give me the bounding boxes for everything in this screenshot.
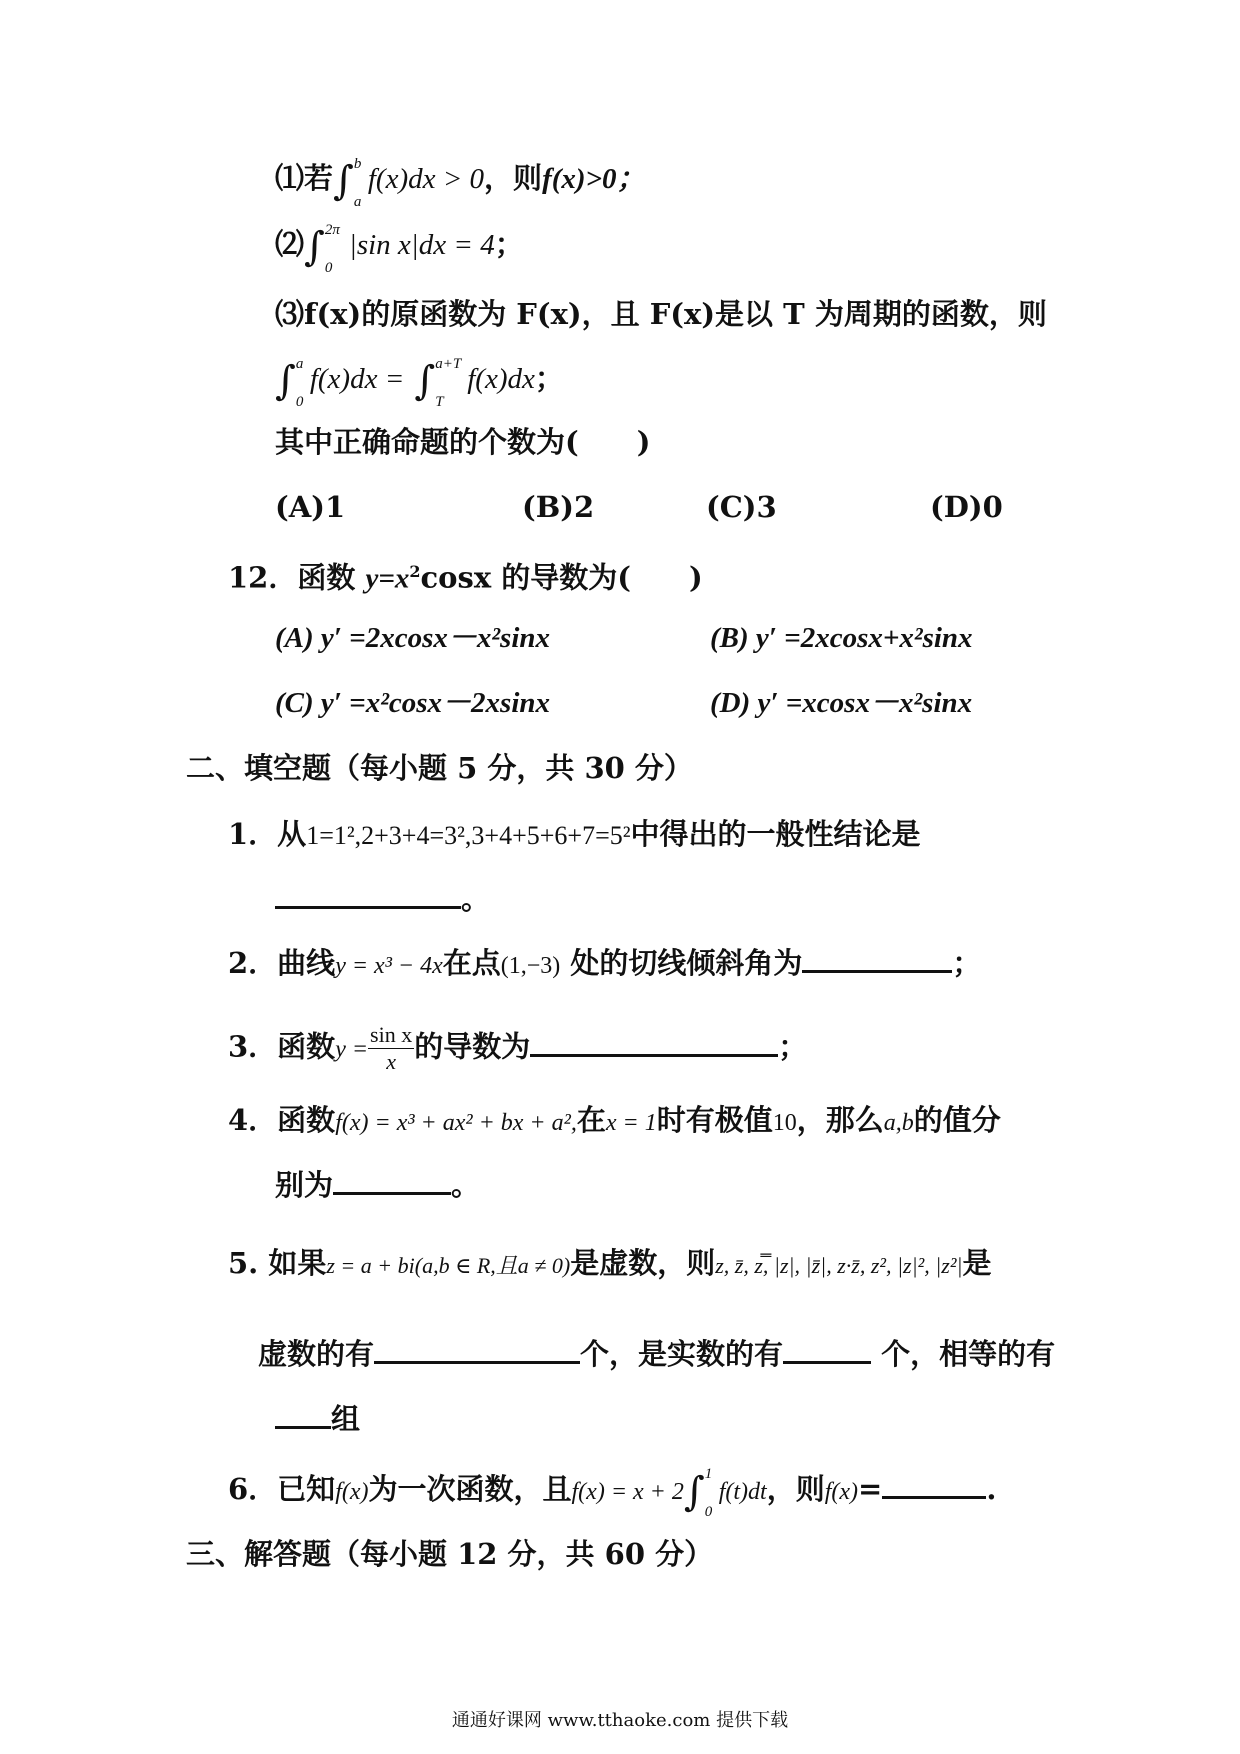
q12-option-c: (C) y′ =x²cosx－2xsinx [275, 687, 551, 719]
math-expr: z = a + bi(a,b ∈ R,且a ≠ 0) [326, 1253, 571, 1278]
math-expr: f(x) = x + 2 [571, 1479, 684, 1505]
math-expr: cosx [420, 560, 492, 595]
integral-sign: ∫ [683, 1469, 705, 1515]
text: 时有极值 [656, 1103, 773, 1137]
integral-sign: ∫ [304, 224, 325, 270]
upper-limit: 2π [324, 222, 340, 238]
q11-option-c: (C)3 [706, 490, 777, 524]
q12-option-d: (D) y′ =xcosx－x²sinx [710, 687, 973, 719]
integral-sign: ∫ [333, 158, 354, 204]
section3-title: 三、解答题（每小题 12 分，共 60 分） [186, 1537, 714, 1571]
fill-6 [228, 1466, 997, 1520]
math-expr: f(x)dx > 0 [367, 163, 485, 195]
text: 组 [331, 1402, 361, 1436]
text: 。 [461, 882, 491, 916]
text: 是虚数，则 [570, 1246, 716, 1280]
text: 2．曲线 [228, 946, 336, 980]
math-expr: f(x)>0； [542, 163, 646, 195]
text: 中得出的一般性结论是 [630, 817, 921, 851]
math-expr: f(x) [824, 1479, 859, 1505]
text: 4．函数 [228, 1103, 336, 1137]
answer-blank[interactable] [802, 944, 952, 973]
text: 12．函数 [228, 560, 366, 595]
q12-stem [228, 554, 703, 597]
integral-sign: ∫ [414, 358, 436, 404]
text: 虚数的有 [258, 1337, 375, 1371]
answer-blank[interactable] [783, 1335, 871, 1364]
lower-limit: a [353, 194, 362, 210]
fill-4 [228, 1102, 1001, 1141]
q11-question: 其中正确命题的个数为( ) [275, 425, 651, 459]
answer-blank[interactable] [275, 880, 461, 909]
lower-limit: T [435, 394, 444, 410]
text: 1．从 [228, 817, 307, 851]
footer-source: 通通好课网 www.tthaoke.com 提供下载 [451, 1710, 789, 1731]
lower-limit: 0 [295, 394, 304, 410]
answer-blank[interactable] [333, 1166, 451, 1195]
q11-proposition-2 [275, 222, 524, 276]
answer-blank[interactable] [275, 1400, 331, 1429]
math-expr: f(x)dx = [309, 363, 405, 395]
q11-option-a: (A)1 [275, 490, 346, 524]
integral-limits [353, 156, 368, 210]
math-expr: y=x [365, 562, 410, 595]
text: 是 [962, 1246, 992, 1280]
text: 的导数为 [414, 1029, 531, 1064]
text: 在 [576, 1103, 606, 1137]
math-expr: f(t)dt [718, 1479, 767, 1505]
math-expr: y = [335, 1036, 369, 1063]
upper-limit: a [295, 356, 304, 372]
math-expr: 10 [772, 1110, 797, 1136]
text: 6．已知 [228, 1472, 336, 1506]
numerator: sin x [370, 1022, 413, 1047]
fill-1 [228, 816, 921, 854]
denominator: x [386, 1049, 397, 1074]
math-expr: x = 1 [605, 1110, 657, 1136]
text: 个，相等的有 [871, 1337, 1056, 1371]
fraction [368, 1022, 414, 1075]
superscript: 2 [409, 562, 421, 581]
text: 。 [451, 1168, 481, 1202]
text: 的导数为( ) [491, 560, 703, 595]
answer-blank[interactable] [882, 1470, 986, 1499]
integral-sign: ∫ [275, 358, 296, 404]
fill-2 [228, 944, 981, 984]
text: 在点 [442, 946, 501, 980]
upper-limit: b [353, 156, 362, 172]
fill-5-line3 [275, 1400, 360, 1437]
q11-option-d: (D)0 [930, 490, 1003, 524]
integral-limits [324, 222, 349, 276]
text: 5. 如果 [228, 1246, 327, 1280]
answer-blank[interactable] [374, 1335, 580, 1364]
text: 别为 [275, 1168, 334, 1202]
fill-3 [228, 1022, 807, 1075]
text: ； [778, 1029, 808, 1064]
text: ，则 [484, 161, 543, 195]
math-expr: 1=1²,2+3+4=3²,3+4+5+6+7=5² [306, 821, 631, 850]
integral-limits [704, 1466, 719, 1520]
text: 个，是实数的有 [580, 1337, 784, 1371]
q12-option-a: (A) y′ =2xcosx－x²sinx [275, 622, 551, 654]
math-expr: f(x)dx [467, 363, 535, 395]
label: ⑴若 [275, 161, 334, 195]
fill-1-answer [275, 880, 490, 917]
text: ； [494, 227, 524, 261]
math-expr: y = x³ − 4x [335, 953, 443, 979]
fill-5 [228, 1245, 992, 1284]
math-expr: (1,−3) [500, 953, 561, 979]
text: ； [534, 361, 564, 395]
upper-limit: a+T [435, 356, 462, 372]
text: 的值分 [913, 1103, 1001, 1137]
fill-4-answer [275, 1166, 480, 1203]
lower-limit: 0 [324, 260, 333, 276]
q11-option-b: (B)2 [522, 490, 595, 524]
math-expr: f(x) [335, 1479, 369, 1505]
text: ； [952, 946, 982, 980]
section2-title: 二、填空题（每小题 5 分，共 30 分） [186, 751, 693, 785]
text: 3．函数 [228, 1029, 336, 1064]
answer-blank[interactable] [530, 1028, 778, 1057]
math-expr: |sin x|dx = 4 [348, 229, 495, 261]
q11-proposition-3: ⑶f(x)的原函数为 F(x)，且 F(x)是以 T 为周期的函数，则 [275, 297, 1047, 331]
q12-option-b: (B) y′ =2xcosx+x²sinx [710, 622, 973, 654]
label: ⑵ [275, 227, 305, 261]
q11-proposition-1 [275, 156, 646, 210]
math-expr: a,b [883, 1110, 914, 1136]
text: . [986, 1472, 997, 1506]
integral-limits [295, 356, 310, 410]
upper-limit: 1 [704, 1466, 713, 1482]
text: ，那么 [796, 1103, 884, 1137]
text: 为一次函数，且 [368, 1472, 572, 1506]
text: ，则 [766, 1472, 825, 1506]
fill-5-line2 [258, 1335, 1055, 1372]
q11-proposition-3-formula [275, 356, 564, 410]
lower-limit: 0 [704, 1504, 713, 1520]
text: 处的切线倾斜角为 [560, 946, 803, 980]
math-expr: z, z̄, z̿, |z|, |z̄|, z·z̄, z², |z|², |z²| [715, 1253, 963, 1278]
math-expr: f(x) = x³ + ax² + bx + a², [335, 1110, 577, 1136]
integral-limits [435, 356, 467, 410]
text: = [858, 1472, 883, 1506]
